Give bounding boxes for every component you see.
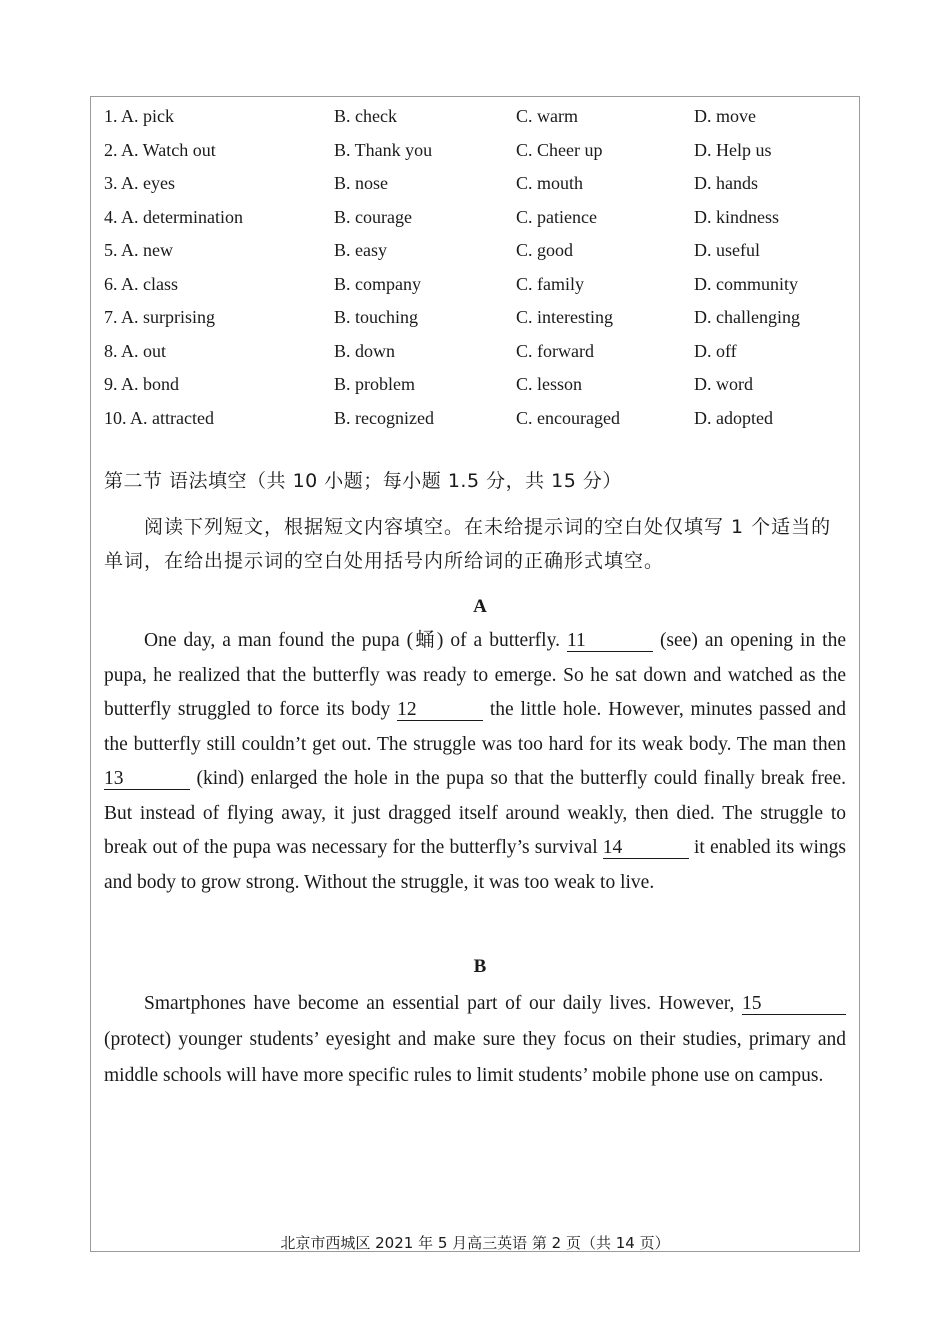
option-b: B. Thank you [334,139,433,160]
option-c: C. family [516,273,584,294]
option-a: 7. A. surprising [104,307,216,327]
option-d: D. community [694,273,798,294]
option-a: 1. A. pick [104,106,174,126]
option-d: D. hands [694,173,758,193]
passage-a-paragraph [104,624,846,900]
option-d: D. challenging [694,307,800,327]
passage-a [104,624,846,900]
option-a: 10. A. attracted [104,407,214,428]
passage-b-title: B [473,956,487,977]
option-d: D. word [694,374,753,394]
option-d: D. Help us [694,139,772,160]
option-b: B. company [334,273,421,294]
option-b: B. recognized [334,407,434,428]
option-row [104,140,844,174]
option-c: C. Cheer up [516,139,603,160]
option-row [104,106,844,140]
passage-text: (kind) enlarged the hole in the pupa so that the butterfly could finally break free. But instead of flying away, it just dragged itself around weakly, then died. The struggle to break out of the pupa was necessary for the butterfly’s survival [104,768,846,858]
passage-text: (protect) younger students’ eyesight and make sure they focus on their studies, primary and middle schools will have more specific rules to limit students’ mobile phone use on campus. [104,1029,846,1086]
option-b: B. touching [334,307,418,327]
option-a: 9. A. bond [104,374,180,394]
option-a: 6. A. class [104,273,178,294]
option-d: D. off [694,340,737,361]
option-b: B. courage [334,206,412,227]
option-c: C. encouraged [516,407,620,428]
option-row [104,307,844,341]
cloze-options [104,106,844,441]
option-b: B. problem [334,374,415,394]
option-c: C. mouth [516,173,584,193]
option-row [104,341,844,375]
option-c: C. warm [516,106,578,126]
passage-text: the little hole. However, minutes passed and the butterfly still couldn’t get out. The struggle was too hard for its weak body. The man then [104,699,847,755]
page-footer: 北京市西城区 2021 年 5 月高三英语 第 2 页（共 14 页） [280,1234,670,1252]
option-row [104,207,844,241]
option-a: 2. A. Watch out [104,139,216,160]
option-c: C. forward [516,340,594,361]
option-d: D. move [694,106,756,126]
blank-14: 14 [603,838,689,859]
option-a: 3. A. eyes [104,173,175,193]
option-d: D. kindness [694,206,779,227]
option-a: 4. A. determination [104,206,243,227]
option-d: D. useful [694,240,760,260]
option-c: C. patience [516,206,597,227]
option-row [104,408,844,442]
option-b: B. easy [334,240,387,260]
blank-13: 13 [104,769,190,790]
option-b: B. down [334,340,396,361]
section-instructions: 阅读下列短文，根据短文内容填空。在未给提示词的空白处仅填写 1 个适当的单词，在给出提示词的空白处用括号内所给词的正确形式填空。 [104,516,832,572]
option-row [104,173,844,207]
option-b: B. nose [334,173,388,193]
passage-a-title: A [473,596,487,617]
option-d: D. adopted [694,407,773,428]
option-c: C. lesson [516,374,583,394]
passage-text: it enabled its wings and body to grow strong. Without the struggle, it was too weak to live. [104,837,846,893]
option-row [104,240,844,274]
passage-text: (see) an opening in the pupa, he realized that the butterfly was ready to emerge. So he sat down and watched as the butterfly struggled to force its body [104,630,847,720]
option-c: C. good [516,240,574,260]
option-c: C. interesting [516,307,613,327]
passage-b [104,986,846,1094]
passage-text: Smartphones have become an essential part of our daily lives. However, [144,993,742,1014]
blank-12: 12 [397,700,483,721]
option-a: 5. A. new [104,240,173,260]
option-row [104,274,844,308]
passage-text: One day, a man found the pupa (蛹) of a butterfly. [144,630,567,651]
blank-15: 15 [742,994,846,1015]
blank-11: 11 [567,631,653,652]
option-b: B. check [334,106,397,126]
passage-b-paragraph [104,986,846,1094]
section-heading: 第二节 语法填空（共 10 小题；每小题 1.5 分，共 15 分） [104,470,622,492]
option-a: 8. A. out [104,340,167,361]
option-row [104,374,844,408]
